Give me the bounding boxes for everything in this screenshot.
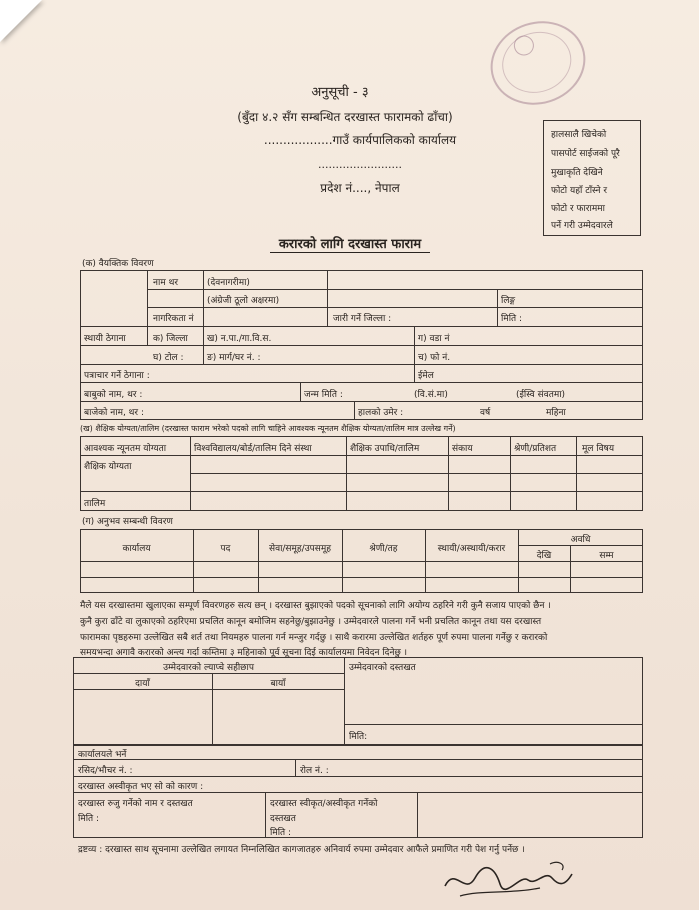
email-label: ईमेल bbox=[418, 371, 434, 381]
checker-label: दरखास्त रुजु गर्नेको नाम र दस्तखत bbox=[78, 799, 193, 809]
government-seal-icon bbox=[480, 9, 597, 117]
photo-instruction-line: मुखाकृति देखिने bbox=[551, 168, 603, 178]
devanagari-label: (देवनागरीमा) bbox=[207, 278, 250, 288]
father-name-label: बाबुको नाम, थर : bbox=[84, 390, 143, 400]
edu-col-header: संकाय bbox=[452, 444, 473, 454]
province-line: प्रदेश नं...., नेपाल bbox=[320, 181, 400, 195]
ward-label: ग) वडा नं bbox=[418, 334, 450, 344]
clause-line: (बुँदा ४.२ सँग सम्बन्धित दरखास्त फारामको ढाँचा) bbox=[237, 110, 453, 124]
training-row-label: तालिम bbox=[84, 499, 106, 509]
left-thumb-header: बायाँ bbox=[270, 679, 286, 689]
office-line: ..................गाउँ कार्यपालिकको कार्यालय bbox=[263, 133, 457, 147]
photo-box bbox=[543, 120, 641, 236]
district-label: क) जिल्ला bbox=[153, 334, 188, 344]
edu-col-header: विश्वविद्यालय/बोर्ड/तालिम दिने संस्था bbox=[194, 444, 312, 454]
english-label: (अंग्रेजी ठूलो अक्षरमा) bbox=[207, 296, 280, 306]
office-use-heading: कार्यालयले भर्ने bbox=[78, 750, 127, 760]
dots-line: ........................ bbox=[318, 158, 402, 171]
roll-label: रोल नं. : bbox=[300, 766, 329, 776]
photo-instruction-line: फोटो यहाँ टाँस्ने र bbox=[551, 186, 608, 196]
photo-instruction-line: हालसालै खिचेको bbox=[551, 130, 607, 140]
edu-col-header: शैक्षिक उपाधि/तालिम bbox=[350, 444, 420, 454]
marg-label: ङ) मार्ग/घर नं. : bbox=[207, 353, 261, 363]
to-header: सम्म bbox=[599, 551, 614, 561]
dob-bs-label: (वि.सं.मा) bbox=[414, 390, 448, 400]
years-label: वर्ष bbox=[480, 408, 491, 418]
date-label: मिति : bbox=[501, 314, 523, 324]
exp-col-header: पद bbox=[220, 544, 231, 554]
approver-date-label: मिति : bbox=[270, 828, 292, 838]
approver-label: दरखास्त स्वीकृत/अस्वीकृत गर्नेको bbox=[270, 799, 378, 809]
tole-label: घ) टोल : bbox=[153, 353, 184, 363]
receipt-label: रसिद/भौचर नं. : bbox=[78, 766, 133, 776]
section-b-heading: (ख) शैक्षिक योग्यता/तालिम (दरखास्त फाराम भरेको पदको लागि चाहिने आवश्यक न्यूनतम शैक्षिक योग्यता/तालिम मात्र उल्लेख गर्ने) bbox=[80, 424, 456, 433]
checker-date-label: मिति : bbox=[78, 814, 100, 824]
thumbprint-header: उम्मेदवारको ल्याप्चे सहीछाप bbox=[163, 663, 254, 673]
right-thumb-header: दायाँ bbox=[135, 679, 150, 689]
months-label: महिना bbox=[546, 408, 566, 418]
declaration-line: समयभन्दा अगावै करारको अन्त्य गर्दा कम्तिमा ३ महिनाको पूर्व सूचना दिई कार्यालयमा निवेदन दिनेछु । bbox=[80, 648, 408, 658]
photo-instruction-line: पर्ने गरी उम्मेदवारले bbox=[551, 221, 613, 231]
grandfather-name-label: बाजेको नाम, थर : bbox=[84, 408, 145, 418]
name-label: नाम थर bbox=[153, 278, 179, 288]
signature-date-label: मिति: bbox=[349, 732, 368, 742]
current-age-label: हालको उमेर : bbox=[358, 408, 404, 418]
duration-header: अवधि bbox=[570, 535, 591, 545]
issue-district-label: जारी गर्ने जिल्ला : bbox=[333, 314, 392, 324]
approver-sign-label: दस्तखत bbox=[270, 814, 296, 824]
schedule-number: अनुसूची - ३ bbox=[311, 85, 369, 100]
edu-col-header: मूल विषय bbox=[582, 444, 615, 454]
handwritten-signature-icon bbox=[440, 856, 580, 906]
signature-header: उम्मेदवारको दस्तखत bbox=[349, 663, 416, 673]
permanent-address-label: स्थायी ठेगाना bbox=[84, 334, 126, 344]
dob-ad-label: (ईस्वि संवतमा) bbox=[516, 390, 566, 400]
dob-label: जन्म मिति : bbox=[304, 390, 343, 400]
gender-label: लिङ्ग bbox=[501, 296, 516, 306]
form-title: करारको लागि दरखास्त फाराम bbox=[270, 234, 430, 253]
edu-col-header: आवश्यक न्यूनतम योग्यता bbox=[84, 444, 167, 454]
from-header: देखि bbox=[536, 551, 552, 561]
exp-col-header: सेवा/समूह/उपसमूह bbox=[268, 544, 332, 554]
edu-col-header: श्रेणी/प्रतिशत bbox=[514, 444, 557, 454]
note-line: द्रष्टव्य : दरखास्त साथ सूचनामा उल्लेखित लगायत निम्नलिखित कागजातहरु अनिवार्य रुपमा उम्मेदवार आफैले प्रमाणित गरी पेश गर्नु पर्नेछ । bbox=[78, 845, 525, 855]
photo-instruction-line: फोटो र फाराममा bbox=[551, 204, 605, 214]
section-a-heading: (क) वैयक्तिक विवरण bbox=[82, 259, 154, 269]
mailing-address-label: पत्राचार गर्ने ठेगाना : bbox=[84, 371, 150, 381]
page-curl bbox=[0, 0, 42, 42]
phone-label: च) फो नं. bbox=[418, 353, 451, 363]
declaration-line: फारामका पृष्ठहरुमा उल्लेखित सबै शर्त तथा नियमहरु पालना गर्न मन्जुर गर्दछु । साथै करारमा उल्लेखित शर्तहरु पूर्ण रुपमा पालना गर्नेछु र करारको bbox=[80, 633, 548, 643]
citizenship-label: नागरिकता नं bbox=[153, 314, 194, 324]
photo-instruction-line: पासपोर्ट साईजको पूरै bbox=[551, 149, 620, 159]
declaration-line: कुनै कुरा ढाँटे वा लुकाएको ठहरिएमा प्रचलित कानून बमोजिम सहनेछु/बुझाउनेछु । उम्मेदवारले पालना गर्ने भनी प्रचलित कानून तथा यस दरखास्त bbox=[80, 617, 542, 627]
exp-col-header: कार्यालय bbox=[122, 544, 151, 554]
declaration-line: मैले यस दरखास्तमा खुलाएका सम्पूर्ण विवरणहरु सत्य छन् । दरखास्त बुझाएको पदको सूचनाको लागि अयोग्य ठहरिने गरी कुनै सजाय पाएको छैन । bbox=[80, 601, 551, 611]
exp-col-header: श्रेणी/तह bbox=[369, 544, 398, 554]
rejection-reason-label: दरखास्त अस्वीकृत भए सो को कारण : bbox=[78, 782, 204, 792]
section-c-heading: (ग) अनुभव सम्बन्धी विवरण bbox=[82, 517, 173, 527]
edu-row-label: शैक्षिक योग्यता bbox=[84, 462, 132, 472]
exp-col-header: स्थायी/अस्थायी/करार bbox=[437, 544, 506, 554]
municipality-label: ख) न.पा./गा.वि.स. bbox=[207, 334, 272, 344]
